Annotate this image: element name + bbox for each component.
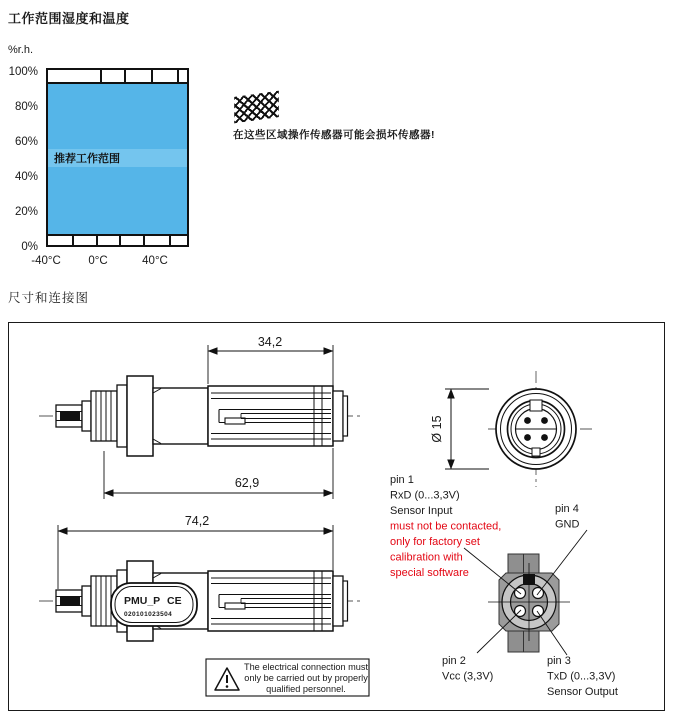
bottom-band-cell: [119, 236, 143, 245]
y-tick-0: 0%: [21, 241, 38, 253]
pin1-red-line4: special software: [390, 567, 469, 579]
pin3-line1: pin 3: [547, 655, 571, 667]
pin2-label: [442, 655, 493, 683]
pin1-red-line2: only for factory set: [390, 536, 480, 548]
bottom-band-cell: [72, 236, 96, 245]
model-label: PMU_P: [124, 595, 161, 607]
dimension-diagram: [9, 323, 663, 709]
ce-mark: CE: [167, 595, 182, 607]
pin4-leader-line: [537, 530, 587, 595]
serial-number: 020101023504: [124, 611, 173, 618]
section-title-dimensions: 尺寸和连接图: [8, 291, 90, 305]
x-tick-minus40: -40°C: [31, 255, 61, 267]
pin2-line2: Vcc (3,3V): [442, 670, 494, 683]
warning-line-3: qualified personnel.: [266, 684, 346, 694]
dim-cap-length-value: 34,2: [257, 335, 283, 349]
pin1-red-line3: calibration with: [390, 551, 463, 564]
y-tick-20: 20%: [14, 206, 38, 218]
pin3-line3: Sensor Output: [547, 686, 618, 698]
y-tick-40: 40%: [14, 171, 38, 183]
pin-3-hole: [533, 606, 544, 617]
pin3-label: [547, 655, 618, 698]
connector-front-view: [430, 371, 595, 487]
front-pin: [524, 434, 531, 441]
dimension-34-2: [208, 335, 333, 389]
recommended-range-label: 推荐工作范围: [54, 153, 120, 165]
pin1-red-line1: must not be contacted,: [390, 520, 502, 533]
pin4-line2: GND: [555, 518, 580, 531]
pin1-line3: Sensor Input: [390, 505, 453, 517]
front-pin: [541, 434, 548, 441]
chart-top-band: [48, 70, 187, 84]
y-tick-80: 80%: [14, 101, 38, 113]
bottom-band-cell: [48, 236, 72, 245]
y-tick-60: 60%: [14, 136, 38, 148]
bottom-band-cell: [169, 236, 187, 245]
dimension-diameter-15: [430, 389, 489, 469]
pin3-line2: TxD (0...3,3V): [547, 670, 616, 683]
top-band-cell: [151, 70, 177, 82]
pin1-line1: pin 1: [390, 474, 414, 486]
y-tick-100: 100%: [8, 66, 38, 78]
dim-body-length-value: 62,9: [234, 476, 260, 490]
pin4-label: [555, 503, 580, 531]
page-title: 工作范围湿度和温度: [8, 11, 130, 26]
top-band-cell: [100, 70, 124, 82]
front-pin: [541, 417, 548, 424]
top-band-cell: [177, 70, 187, 82]
hatch-legend-swatch: [234, 91, 279, 124]
pin1-line2: RxD (0...3,3V): [390, 489, 460, 502]
damage-zone-hatch-cell: [48, 70, 100, 82]
x-tick-40: 40°C: [142, 255, 168, 267]
pin2-line1: pin 2: [442, 655, 466, 667]
electrical-warning-box: [206, 659, 369, 696]
type-label: [111, 583, 197, 626]
y-axis-unit-label: %r.h.: [8, 44, 34, 56]
dim-total-length-value: 74,2: [184, 514, 210, 528]
bottom-band-cell: [96, 236, 119, 245]
dimension-diagram-frame: [8, 322, 665, 711]
front-pin: [524, 417, 531, 424]
pin4-line1: pin 4: [555, 503, 579, 515]
pinout-face-view: [464, 530, 587, 655]
warning-line-1: The electrical connection must: [243, 662, 369, 672]
working-range-chart: [46, 68, 189, 247]
damage-zone-warning-text: 在这些区域操作传感器可能会损坏传感器!: [233, 129, 435, 141]
warning-line-2: only be carried out by properly: [244, 673, 368, 683]
dim-diameter-value: Ø 15: [430, 415, 444, 443]
pin1-label: [390, 474, 501, 579]
chart-bottom-band: [48, 234, 187, 245]
bottom-band-cell: [143, 236, 169, 245]
operating-range-area: [48, 84, 187, 234]
top-band-cell: [124, 70, 151, 82]
x-tick-0: 0°C: [88, 255, 108, 267]
